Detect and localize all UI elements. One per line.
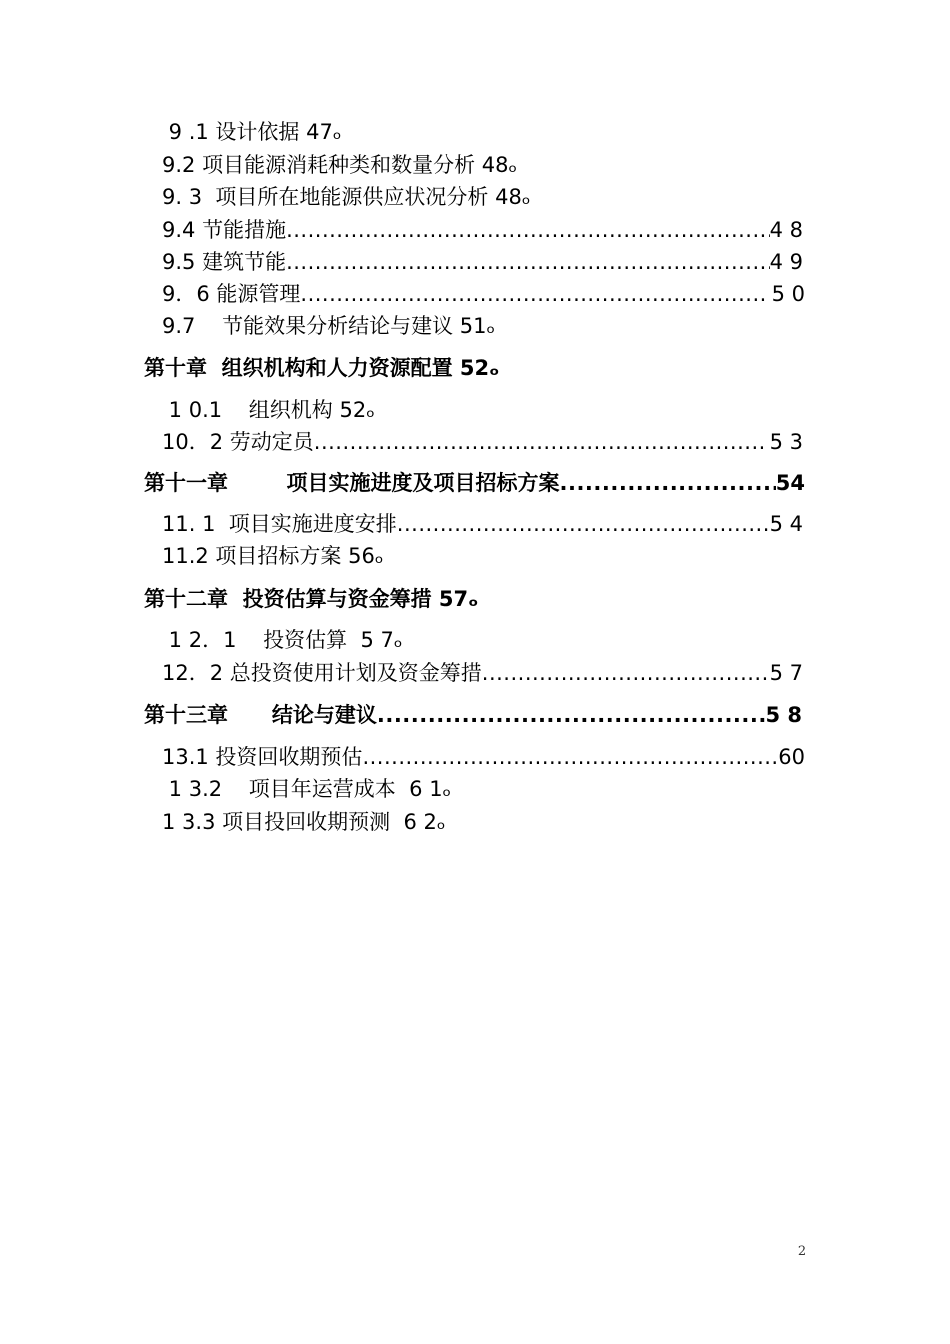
toc-entry-page: 4 9 bbox=[769, 250, 803, 274]
toc-entry-9-1[interactable] bbox=[162, 116, 342, 148]
toc-entry-12-1[interactable] bbox=[162, 624, 403, 656]
toc-entry-text: 9.7 节能效果分析结论与建议 51ₒ bbox=[162, 314, 496, 338]
dot-leader bbox=[397, 508, 770, 540]
toc-entry-10-2[interactable] bbox=[162, 426, 803, 458]
toc-entry-10-1[interactable] bbox=[162, 394, 375, 426]
toc-chapter-11[interactable] bbox=[144, 467, 805, 499]
toc-chapter-text: 第十章 组织机构和人力资源配置 52ₒ bbox=[144, 356, 500, 380]
dot-leader bbox=[286, 214, 770, 246]
toc-entry-13-1[interactable] bbox=[162, 741, 805, 773]
page-number: 2 bbox=[797, 1244, 807, 1259]
toc-entry-text: 11. 1 项目实施进度安排 bbox=[162, 512, 397, 536]
toc-chapter-text: 第十二章 投资估算与资金筹措 57ₒ bbox=[144, 587, 479, 611]
dot-leader bbox=[362, 741, 778, 773]
toc-entry-text: 9.4 节能措施 bbox=[162, 218, 287, 242]
toc-entry-12-2[interactable] bbox=[162, 657, 803, 689]
toc-entry-9-7[interactable] bbox=[162, 310, 495, 342]
toc-entry-text: 9.5 建筑节能 bbox=[162, 250, 287, 274]
toc-entry-9-4[interactable] bbox=[162, 214, 803, 246]
toc-entry-page: 5 7 bbox=[769, 661, 803, 685]
toc-entry-text: 13.1 投资回收期预估 bbox=[162, 745, 363, 769]
toc-entry-13-2[interactable] bbox=[162, 773, 451, 805]
toc-entry-text: 9. 3 项目所在地能源供应状况分析 48ₒ bbox=[162, 185, 531, 209]
toc-entry-page: 60 bbox=[778, 745, 805, 769]
toc-entry-page: 5 4 bbox=[769, 512, 803, 536]
toc-entry-9-5[interactable] bbox=[162, 246, 803, 278]
dot-leader bbox=[300, 278, 765, 310]
toc-entry-text: 1 0.1 组织机构 52ₒ bbox=[162, 398, 375, 422]
toc-entry-13-3[interactable] bbox=[162, 806, 446, 838]
toc-chapter-10[interactable] bbox=[144, 352, 499, 384]
toc-entry-text: 12．2 总投资使用计划及资金筹措 bbox=[162, 661, 482, 685]
toc-chapter-12[interactable] bbox=[144, 583, 478, 615]
toc-entry-text: 9．6 能源管理 bbox=[162, 282, 301, 306]
toc-chapter-page: 5 8 bbox=[765, 703, 802, 727]
toc-entry-9-2[interactable] bbox=[162, 149, 517, 181]
toc-chapter-page: 54 bbox=[775, 471, 805, 495]
toc-entry-text: 1 3.3 项目投回收期预测 6 2ₒ bbox=[162, 810, 446, 834]
toc-entry-text: 1 2．1 投资估算 5 7ₒ bbox=[162, 628, 403, 652]
toc-entry-text: 9 .1 设计依据 47ₒ bbox=[162, 120, 342, 144]
dot-leader bbox=[286, 246, 770, 278]
dot-leader bbox=[482, 657, 770, 689]
toc-chapter-text: 第十一章 项目实施进度及项目招标方案 bbox=[144, 471, 560, 495]
dot-leader bbox=[560, 467, 776, 499]
toc-chapter-13[interactable] bbox=[144, 699, 802, 731]
toc-entry-page: 5 0 bbox=[764, 282, 805, 306]
toc-chapter-text: 第十三章 结论与建议 bbox=[144, 703, 377, 727]
toc-entry-text: 10．2 劳动定员 bbox=[162, 430, 314, 454]
toc-entry-text: 1 3.2 项目年运营成本 6 1ₒ bbox=[162, 777, 452, 801]
toc-entry-11-2[interactable] bbox=[162, 540, 384, 572]
toc-entry-9-6[interactable] bbox=[162, 278, 805, 310]
toc-entry-page: 4 8 bbox=[769, 218, 803, 242]
dot-leader bbox=[314, 426, 763, 458]
toc-entry-page: 5 3 bbox=[762, 430, 803, 454]
toc-entry-11-1[interactable] bbox=[162, 508, 803, 540]
toc-entry-text: 9.2 项目能源消耗种类和数量分析 48ₒ bbox=[162, 153, 518, 177]
dot-leader bbox=[377, 699, 766, 731]
toc-entry-text: 11.2 项目招标方案 56ₒ bbox=[162, 544, 384, 568]
toc-entry-9-3[interactable] bbox=[162, 181, 531, 213]
